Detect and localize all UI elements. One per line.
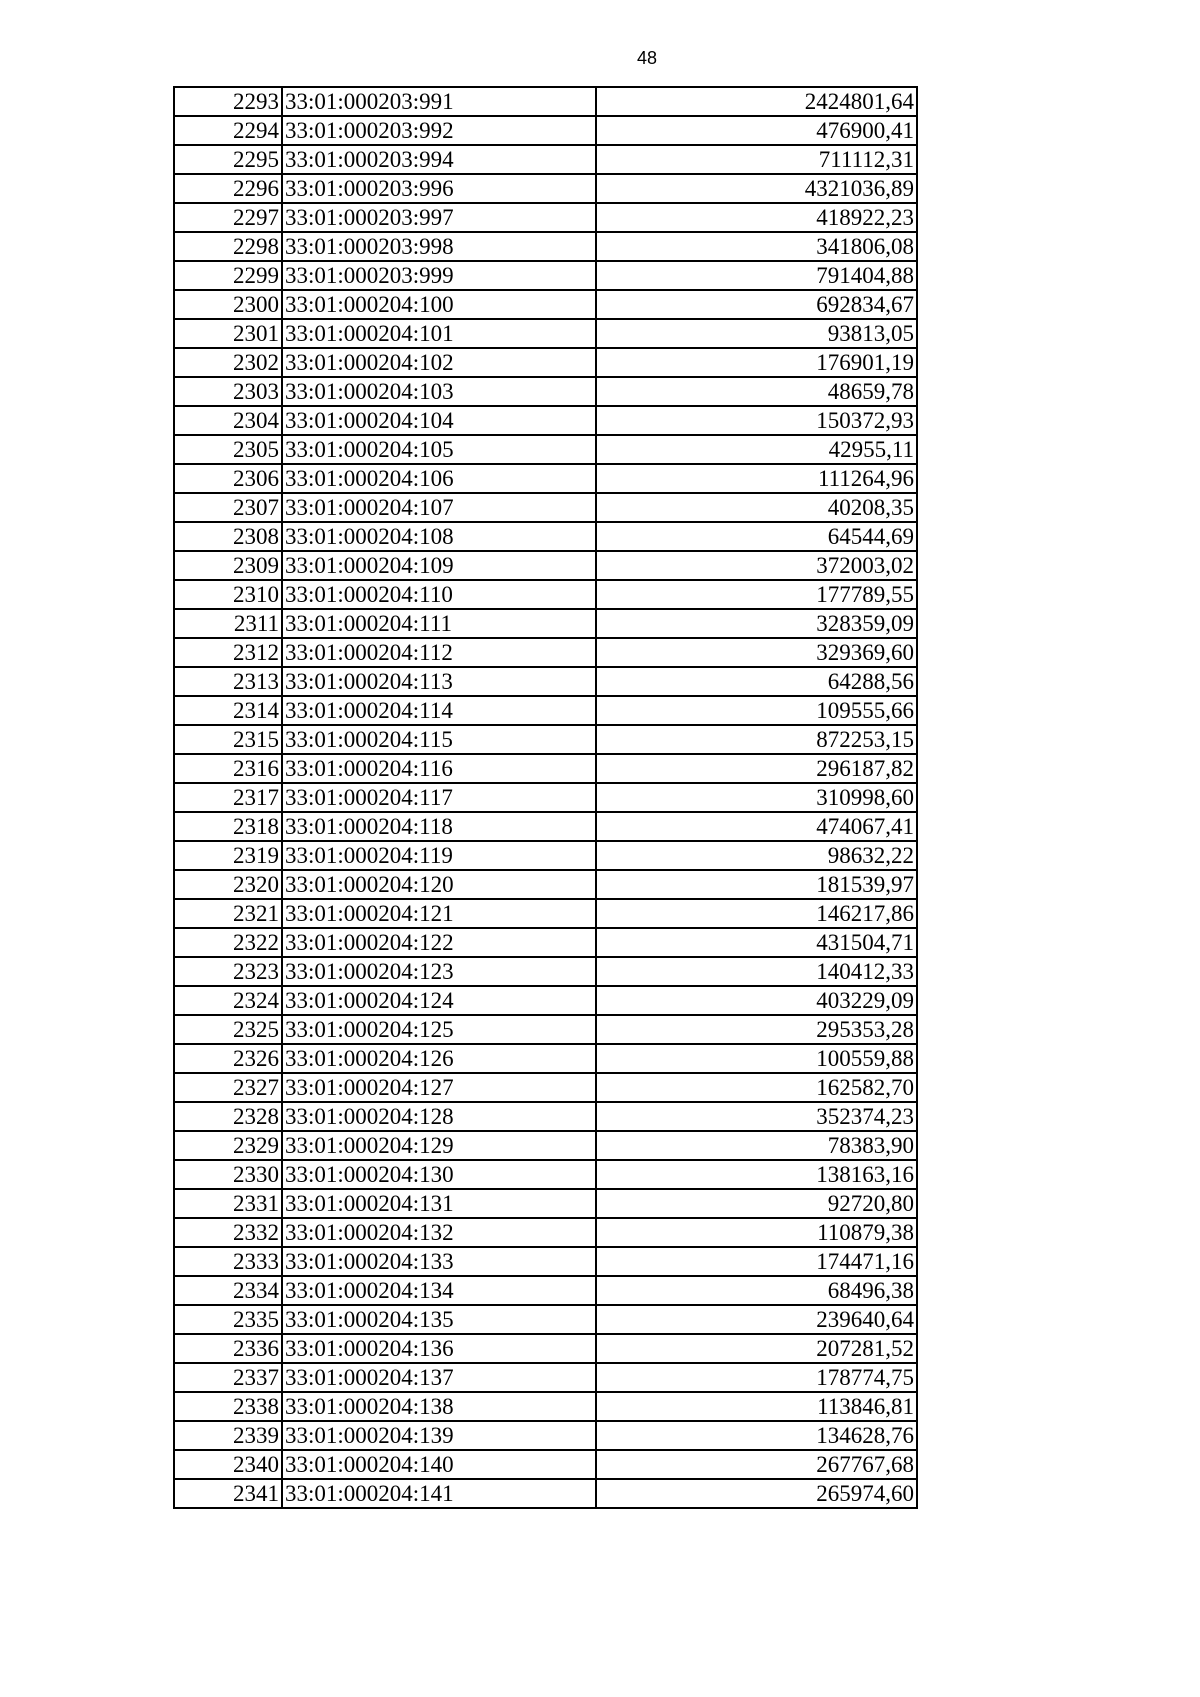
row-number-cell: 2303	[174, 377, 282, 406]
value-cell: 42955,11	[596, 435, 917, 464]
row-number-cell: 2326	[174, 1044, 282, 1073]
cadastral-number-cell: 33:01:000204:140	[282, 1450, 596, 1479]
table-row	[174, 899, 917, 928]
value-cell: 146217,86	[596, 899, 917, 928]
table-row	[174, 928, 917, 957]
row-number-cell: 2334	[174, 1276, 282, 1305]
value-cell: 64544,69	[596, 522, 917, 551]
row-number-cell: 2338	[174, 1392, 282, 1421]
table-row	[174, 754, 917, 783]
table-row	[174, 667, 917, 696]
cadastral-number-cell: 33:01:000204:114	[282, 696, 596, 725]
table-row	[174, 174, 917, 203]
table-row	[174, 580, 917, 609]
table-row	[174, 435, 917, 464]
cadastral-number-cell: 33:01:000204:120	[282, 870, 596, 899]
cadastral-number-cell: 33:01:000203:992	[282, 116, 596, 145]
table-body	[174, 87, 917, 1508]
row-number-cell: 2318	[174, 812, 282, 841]
value-cell: 93813,05	[596, 319, 917, 348]
row-number-cell: 2311	[174, 609, 282, 638]
table-row	[174, 957, 917, 986]
cadastral-number-cell: 33:01:000204:116	[282, 754, 596, 783]
value-cell: 476900,41	[596, 116, 917, 145]
row-number-cell: 2320	[174, 870, 282, 899]
value-cell: 140412,33	[596, 957, 917, 986]
table-row	[174, 1189, 917, 1218]
value-cell: 403229,09	[596, 986, 917, 1015]
value-cell: 791404,88	[596, 261, 917, 290]
row-number-cell: 2325	[174, 1015, 282, 1044]
table-row	[174, 1276, 917, 1305]
table-row	[174, 290, 917, 319]
value-cell: 372003,02	[596, 551, 917, 580]
table-row	[174, 986, 917, 1015]
table-row	[174, 116, 917, 145]
row-number-cell: 2340	[174, 1450, 282, 1479]
table-row	[174, 377, 917, 406]
value-cell: 328359,09	[596, 609, 917, 638]
cadastral-number-cell: 33:01:000204:110	[282, 580, 596, 609]
cadastral-number-cell: 33:01:000204:101	[282, 319, 596, 348]
table-row	[174, 348, 917, 377]
row-number-cell: 2295	[174, 145, 282, 174]
table-row	[174, 1421, 917, 1450]
value-cell: 110879,38	[596, 1218, 917, 1247]
value-cell: 207281,52	[596, 1334, 917, 1363]
row-number-cell: 2323	[174, 957, 282, 986]
table-row	[174, 406, 917, 435]
row-number-cell: 2321	[174, 899, 282, 928]
value-cell: 111264,96	[596, 464, 917, 493]
table-row	[174, 261, 917, 290]
value-cell: 341806,08	[596, 232, 917, 261]
row-number-cell: 2314	[174, 696, 282, 725]
row-number-cell: 2307	[174, 493, 282, 522]
table-row	[174, 783, 917, 812]
row-number-cell: 2302	[174, 348, 282, 377]
value-cell: 48659,78	[596, 377, 917, 406]
table-row	[174, 1247, 917, 1276]
cadastral-number-cell: 33:01:000204:141	[282, 1479, 596, 1508]
table-row	[174, 1218, 917, 1247]
cadastral-number-cell: 33:01:000204:107	[282, 493, 596, 522]
cadastral-number-cell: 33:01:000203:994	[282, 145, 596, 174]
cadastral-number-cell: 33:01:000204:117	[282, 783, 596, 812]
cadastral-number-cell: 33:01:000204:131	[282, 1189, 596, 1218]
table-row	[174, 1044, 917, 1073]
table-row	[174, 725, 917, 754]
value-cell: 418922,23	[596, 203, 917, 232]
row-number-cell: 2335	[174, 1305, 282, 1334]
value-cell: 109555,66	[596, 696, 917, 725]
cadastral-number-cell: 33:01:000204:118	[282, 812, 596, 841]
table-row	[174, 1102, 917, 1131]
cadastral-number-cell: 33:01:000203:996	[282, 174, 596, 203]
table-row	[174, 609, 917, 638]
table-row	[174, 1160, 917, 1189]
cadastral-number-cell: 33:01:000204:113	[282, 667, 596, 696]
table-row	[174, 522, 917, 551]
row-number-cell: 2313	[174, 667, 282, 696]
cadastral-number-cell: 33:01:000204:125	[282, 1015, 596, 1044]
row-number-cell: 2306	[174, 464, 282, 493]
cadastral-number-cell: 33:01:000204:128	[282, 1102, 596, 1131]
row-number-cell: 2339	[174, 1421, 282, 1450]
value-cell: 267767,68	[596, 1450, 917, 1479]
row-number-cell: 2310	[174, 580, 282, 609]
cadastral-number-cell: 33:01:000204:115	[282, 725, 596, 754]
cadastral-number-cell: 33:01:000204:126	[282, 1044, 596, 1073]
table-row	[174, 1479, 917, 1508]
cadastral-number-cell: 33:01:000204:129	[282, 1131, 596, 1160]
value-cell: 692834,67	[596, 290, 917, 319]
value-cell: 329369,60	[596, 638, 917, 667]
table-row	[174, 203, 917, 232]
table-row	[174, 1392, 917, 1421]
value-cell: 177789,55	[596, 580, 917, 609]
row-number-cell: 2333	[174, 1247, 282, 1276]
cadastral-number-cell: 33:01:000204:137	[282, 1363, 596, 1392]
value-cell: 178774,75	[596, 1363, 917, 1392]
data-table	[173, 86, 918, 1509]
value-cell: 2424801,64	[596, 87, 917, 116]
row-number-cell: 2317	[174, 783, 282, 812]
row-number-cell: 2304	[174, 406, 282, 435]
cadastral-number-cell: 33:01:000204:104	[282, 406, 596, 435]
row-number-cell: 2329	[174, 1131, 282, 1160]
value-cell: 162582,70	[596, 1073, 917, 1102]
table-row	[174, 841, 917, 870]
cadastral-number-cell: 33:01:000203:991	[282, 87, 596, 116]
table-row	[174, 493, 917, 522]
row-number-cell: 2299	[174, 261, 282, 290]
value-cell: 310998,60	[596, 783, 917, 812]
row-number-cell: 2324	[174, 986, 282, 1015]
value-cell: 174471,16	[596, 1247, 917, 1276]
value-cell: 78383,90	[596, 1131, 917, 1160]
cadastral-number-cell: 33:01:000204:121	[282, 899, 596, 928]
value-cell: 352374,23	[596, 1102, 917, 1131]
value-cell: 265974,60	[596, 1479, 917, 1508]
table-row	[174, 145, 917, 174]
row-number-cell: 2308	[174, 522, 282, 551]
row-number-cell: 2336	[174, 1334, 282, 1363]
row-number-cell: 2328	[174, 1102, 282, 1131]
row-number-cell: 2312	[174, 638, 282, 667]
row-number-cell: 2330	[174, 1160, 282, 1189]
table-row	[174, 1334, 917, 1363]
table-row	[174, 812, 917, 841]
table-row	[174, 1015, 917, 1044]
value-cell: 134628,76	[596, 1421, 917, 1450]
table-row	[174, 551, 917, 580]
value-cell: 40208,35	[596, 493, 917, 522]
table-row	[174, 870, 917, 899]
cadastral-number-cell: 33:01:000204:100	[282, 290, 596, 319]
value-cell: 474067,41	[596, 812, 917, 841]
row-number-cell: 2319	[174, 841, 282, 870]
cadastral-number-cell: 33:01:000204:136	[282, 1334, 596, 1363]
cadastral-number-cell: 33:01:000204:105	[282, 435, 596, 464]
page-number: 48	[636, 48, 658, 68]
row-number-cell: 2341	[174, 1479, 282, 1508]
value-cell: 150372,93	[596, 406, 917, 435]
cadastral-number-cell: 33:01:000204:119	[282, 841, 596, 870]
table-row	[174, 1450, 917, 1479]
table-row	[174, 1363, 917, 1392]
cadastral-number-cell: 33:01:000204:108	[282, 522, 596, 551]
cadastral-number-cell: 33:01:000203:998	[282, 232, 596, 261]
cadastral-number-cell: 33:01:000204:106	[282, 464, 596, 493]
value-cell: 296187,82	[596, 754, 917, 783]
value-cell: 68496,38	[596, 1276, 917, 1305]
cadastral-number-cell: 33:01:000204:124	[282, 986, 596, 1015]
cadastral-number-cell: 33:01:000204:130	[282, 1160, 596, 1189]
cadastral-number-cell: 33:01:000204:134	[282, 1276, 596, 1305]
cadastral-number-cell: 33:01:000204:122	[282, 928, 596, 957]
cadastral-number-cell: 33:01:000204:123	[282, 957, 596, 986]
value-cell: 181539,97	[596, 870, 917, 899]
row-number-cell: 2316	[174, 754, 282, 783]
value-cell: 100559,88	[596, 1044, 917, 1073]
value-cell: 431504,71	[596, 928, 917, 957]
value-cell: 711112,31	[596, 145, 917, 174]
row-number-cell: 2293	[174, 87, 282, 116]
row-number-cell: 2301	[174, 319, 282, 348]
table-row	[174, 1131, 917, 1160]
cadastral-number-cell: 33:01:000204:103	[282, 377, 596, 406]
cadastral-number-cell: 33:01:000204:127	[282, 1073, 596, 1102]
row-number-cell: 2309	[174, 551, 282, 580]
cadastral-number-cell: 33:01:000204:133	[282, 1247, 596, 1276]
cadastral-number-cell: 33:01:000204:139	[282, 1421, 596, 1450]
row-number-cell: 2327	[174, 1073, 282, 1102]
value-cell: 295353,28	[596, 1015, 917, 1044]
table-row	[174, 464, 917, 493]
row-number-cell: 2322	[174, 928, 282, 957]
table-row	[174, 696, 917, 725]
value-cell: 872253,15	[596, 725, 917, 754]
table-row	[174, 638, 917, 667]
value-cell: 239640,64	[596, 1305, 917, 1334]
value-cell: 92720,80	[596, 1189, 917, 1218]
row-number-cell: 2331	[174, 1189, 282, 1218]
row-number-cell: 2298	[174, 232, 282, 261]
value-cell: 4321036,89	[596, 174, 917, 203]
row-number-cell: 2332	[174, 1218, 282, 1247]
row-number-cell: 2305	[174, 435, 282, 464]
table-row	[174, 319, 917, 348]
cadastral-number-cell: 33:01:000203:999	[282, 261, 596, 290]
row-number-cell: 2297	[174, 203, 282, 232]
value-cell: 138163,16	[596, 1160, 917, 1189]
row-number-cell: 2300	[174, 290, 282, 319]
cadastral-number-cell: 33:01:000204:109	[282, 551, 596, 580]
cadastral-number-cell: 33:01:000204:135	[282, 1305, 596, 1334]
value-cell: 176901,19	[596, 348, 917, 377]
row-number-cell: 2294	[174, 116, 282, 145]
cadastral-number-cell: 33:01:000203:997	[282, 203, 596, 232]
value-cell: 64288,56	[596, 667, 917, 696]
value-cell: 113846,81	[596, 1392, 917, 1421]
cadastral-number-cell: 33:01:000204:112	[282, 638, 596, 667]
table-row	[174, 87, 917, 116]
row-number-cell: 2337	[174, 1363, 282, 1392]
row-number-cell: 2315	[174, 725, 282, 754]
table-row	[174, 1073, 917, 1102]
cadastral-number-cell: 33:01:000204:111	[282, 609, 596, 638]
table-row	[174, 232, 917, 261]
cadastral-number-cell: 33:01:000204:138	[282, 1392, 596, 1421]
cadastral-number-cell: 33:01:000204:102	[282, 348, 596, 377]
value-cell: 98632,22	[596, 841, 917, 870]
row-number-cell: 2296	[174, 174, 282, 203]
table-row	[174, 1305, 917, 1334]
cadastral-number-cell: 33:01:000204:132	[282, 1218, 596, 1247]
